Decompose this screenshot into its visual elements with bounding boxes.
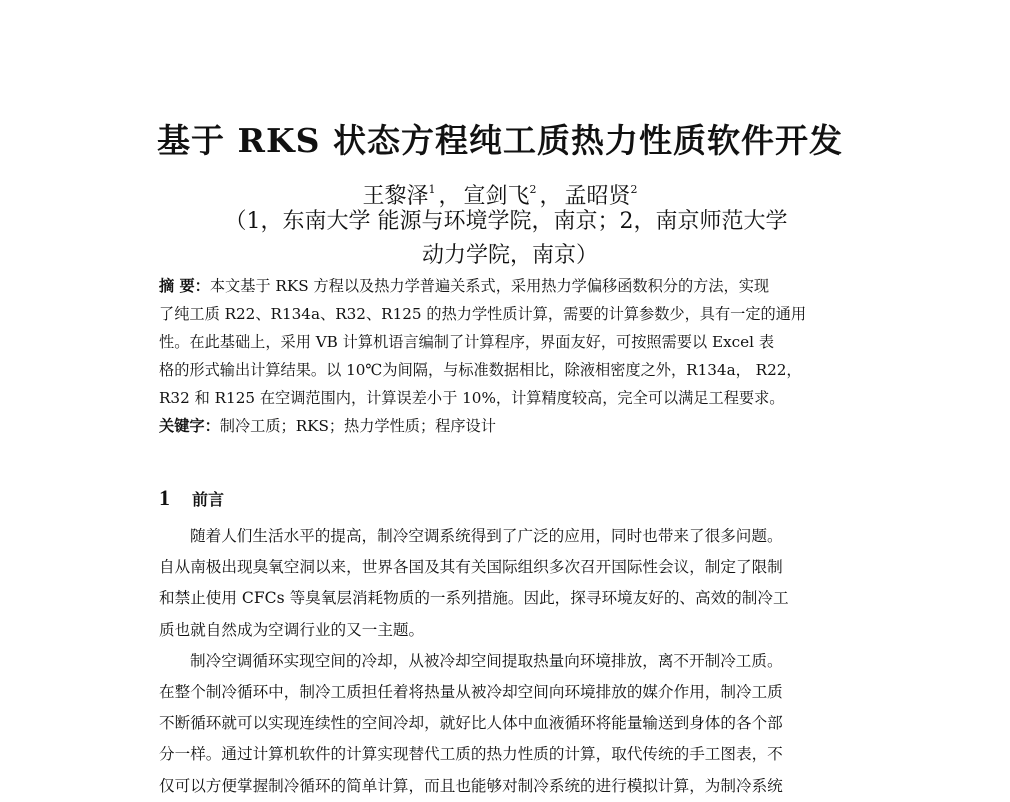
author-name: 宣剑飞 — [463, 184, 530, 209]
author-affiliation-mark: 1 — [428, 183, 436, 196]
affiliation-line-1: （1，东南大学 能源与环境学院，南京；2，南京师范大学 — [224, 209, 788, 234]
author-affiliation-mark: 2 — [529, 183, 537, 196]
author-affiliation-mark: 2 — [630, 183, 638, 196]
abstract-line — [159, 272, 849, 300]
author-name: 王黎泽 — [362, 184, 429, 209]
keywords-label: 关键字： — [159, 417, 220, 435]
body-line: 自从南极出现臭氧空洞以来，世界各国及其有关国际组织多次召开国际性会议，制定了限制 — [159, 558, 783, 577]
body-line: 质也就自然成为空调行业的又一主题。 — [159, 620, 425, 639]
keywords — [159, 412, 849, 440]
body-line: 分一样。通过计算机软件的计算实现替代工质的热力性质的计算，取代传统的手工图表，不 — [159, 745, 783, 764]
section-number: 1 — [159, 485, 170, 510]
abstract-line: 了纯工质 R22、R134a、R32、R125 的热力学性质计算，需要的计算参数少，具有一定的通用 — [159, 305, 807, 323]
abstract-text: 本文基于 RKS 方程以及热力学普遍关系式，采用热力学偏移函数积分的方法，实现 — [209, 277, 770, 295]
body-line: 在整个制冷循环中，制冷工质担任着将热量从被冷却空间向环境排放的媒介作用，制冷工质 — [159, 682, 783, 701]
body-line: 不断循环就可以实现连续性的空间冷却，就好比人体中血液循环将能量输送到身体的各个部 — [159, 714, 783, 733]
section-title: 前言 — [192, 490, 225, 509]
body-line: 和禁止使用 CFCs 等臭氧层消耗物质的一系列措施。因此，探寻环境友好的、高效的制冷工 — [159, 589, 789, 608]
abstract-line: 格的形式输出计算结果。以 10℃为间隔，与标准数据相比，除液相密度之外，R134a， R22， — [159, 361, 802, 379]
keywords-text: 制冷工质；RKS；热力学性质；程序设计 — [219, 417, 496, 435]
author-separator: ， — [438, 184, 461, 209]
author-separator: ， — [539, 184, 562, 209]
affiliation-line-2: 动力学院，南京） — [421, 243, 598, 268]
abstract-line: R32 和 R125 在空调范围内，计算误差小于 10%，计算精度较高，完全可以满足工程要求。 — [159, 389, 785, 407]
body-line: 制冷空调循环实现空间的冷却，从被冷却空间提取热量向环境排放，离不开制冷工质。 — [190, 651, 783, 670]
abstract-label: 摘 要： — [159, 277, 210, 295]
author-name: 孟昭贤 — [564, 184, 631, 209]
abstract-line: 性。在此基础上，采用 VB 计算机语言编制了计算程序，界面友好，可按照需要以 Excel 表 — [159, 333, 775, 351]
section-heading — [159, 483, 224, 515]
body-line: 随着人们生活水平的提高，制冷空调系统得到了广泛的应用，同时也带来了很多问题。 — [190, 527, 783, 545]
body-line: 仅可以方便掌握制冷循环的简单计算，而且也能够对制冷系统的进行模拟计算，为制冷系统 — [159, 776, 783, 795]
body-text — [159, 521, 849, 795]
abstract — [159, 272, 849, 412]
paper-title: 基于 RKS 状态方程纯工质热力性质软件开发 — [157, 121, 843, 160]
